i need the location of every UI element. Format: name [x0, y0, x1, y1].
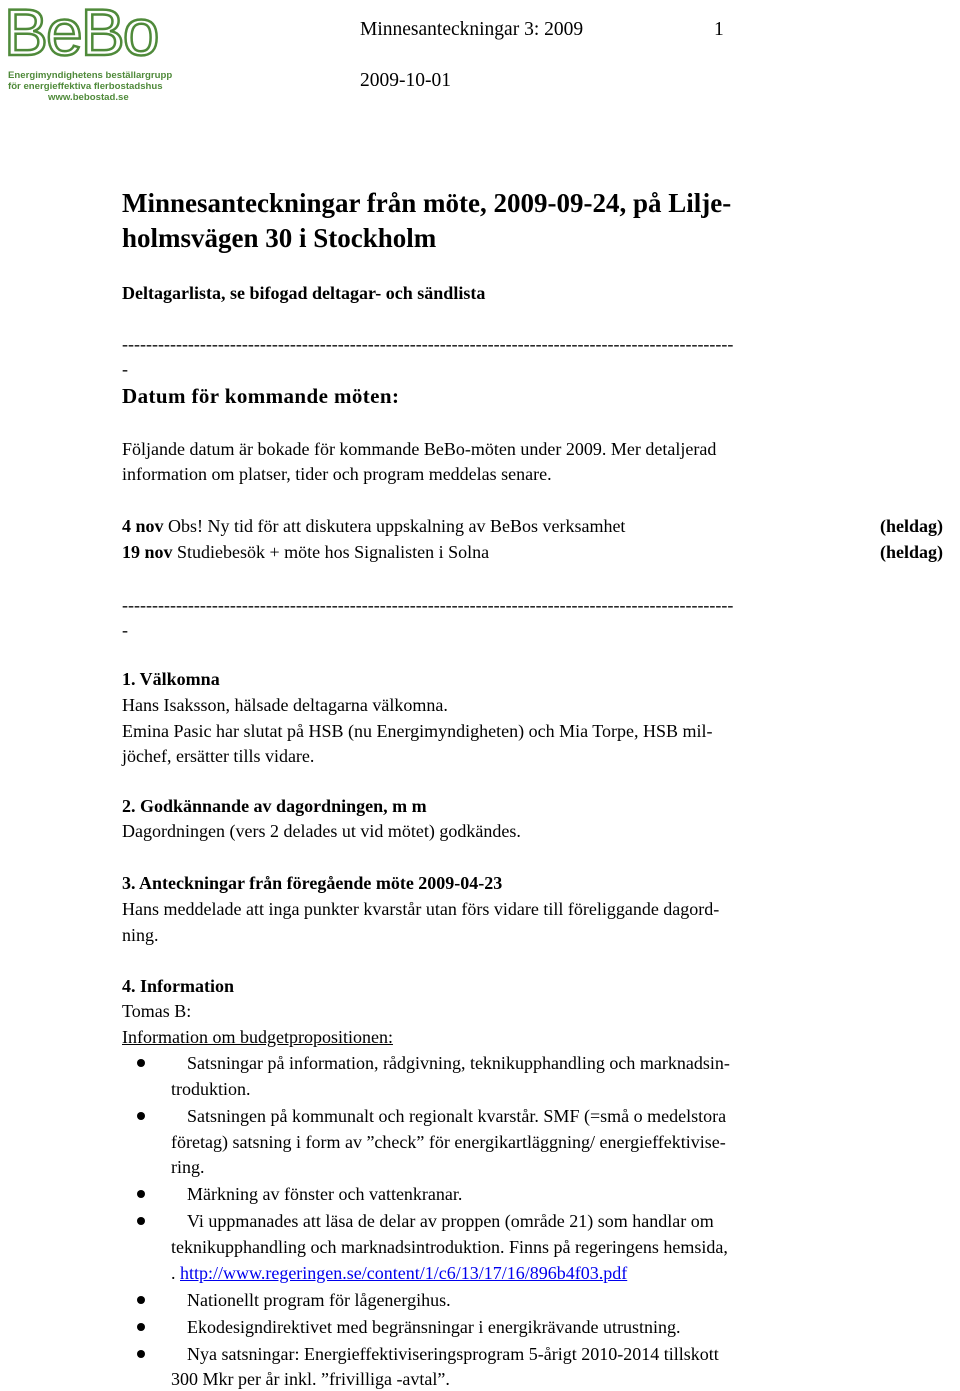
- logo-tagline-1: Energimyndighetens beställargrupp: [8, 70, 173, 81]
- bullet-text: Vi uppmanades att läsa de delar av proppen (område 21) som handlar om: [187, 1211, 714, 1231]
- page-number: 1: [714, 19, 724, 40]
- meetings-intro-2: information om platser, tider och program meddelas senare.: [122, 464, 552, 484]
- section-1-text: Hans Isaksson, hälsade deltagarna välkomna.: [122, 695, 448, 715]
- section-4-heading: 4. Information: [122, 976, 234, 996]
- section-3-text: Hans meddelade att inga punkter kvarstår utan förs vidare till föreliggande dagord-: [122, 899, 720, 919]
- bullet-icon: [137, 1059, 145, 1067]
- section-1-heading: 1. Välkomna: [122, 669, 220, 689]
- header-title: Minnesanteckningar 3: 2009: [360, 19, 584, 40]
- header-date: 2009-10-01: [360, 70, 451, 91]
- separator-line: ------------------------------------------------------------------------------------------------------: [122, 595, 734, 615]
- regeringen-link[interactable]: http://www.regeringen.se/content/1/c6/13/17/16/896b4f03.pdf: [180, 1263, 628, 1283]
- meeting-item: [122, 541, 489, 563]
- logo-tagline-2: för energieffektiva flerbostadshus: [8, 81, 163, 92]
- bullet-text: Märkning av fönster och vattenkranar.: [187, 1184, 463, 1204]
- meeting-date: 4 nov: [122, 516, 164, 536]
- bullet-icon: [137, 1350, 145, 1358]
- section-1-text: Emina Pasic har slutat på HSB (nu Energimyndigheten) och Mia Torpe, HSB mil-: [122, 721, 713, 741]
- bullet-text: ring.: [171, 1157, 205, 1177]
- bullet-text: Nya satsningar: Energieffektiviseringsprogram 5-årigt 2010-2014 tillskott: [187, 1344, 719, 1364]
- bullet-text: Satsningar på information, rådgivning, teknikupphandling och marknadsin-: [187, 1053, 730, 1073]
- separator-tail: -: [122, 620, 128, 640]
- bullet-text-prefix: .: [171, 1263, 180, 1283]
- bullet-text: Satsningen på kommunalt och regionalt kvarstår. SMF (=små o medelstora: [187, 1106, 727, 1126]
- bullet-text: troduktion.: [171, 1079, 251, 1099]
- participants-note: Deltagarlista, se bifogad deltagar- och sändlista: [122, 283, 486, 303]
- section-1-text: jöchef, ersätter tills vidare.: [122, 746, 315, 766]
- bullet-icon: [137, 1323, 145, 1331]
- separator-line: ------------------------------------------------------------------------------------------------------: [122, 334, 734, 354]
- bullet-icon: [137, 1190, 145, 1198]
- bullet-icon: [137, 1296, 145, 1304]
- meeting-note: (heldag): [880, 542, 943, 562]
- section-4-subheading: Information om budgetpropositionen:: [122, 1027, 393, 1047]
- logo-url: www.bebostad.se: [48, 92, 129, 103]
- separator-tail: -: [122, 359, 128, 379]
- meeting-date: 19 nov: [122, 542, 173, 562]
- bullet-text: 300 Mkr per år inkl. ”frivilliga -avtal”.: [171, 1369, 450, 1389]
- meeting-note: (heldag): [880, 516, 943, 536]
- meeting-text: Studiebesök + möte hos Signalisten i Solna: [177, 542, 490, 562]
- meeting-item: [122, 515, 625, 537]
- bullet-text: företag) satsning i form av ”check” för energikartläggning/ energieffektivise-: [171, 1132, 726, 1152]
- bebo-logo: [4, 0, 173, 103]
- meetings-intro-1: Följande datum är bokade för kommande BeBo-möten under 2009. Mer detaljerad: [122, 439, 717, 459]
- bullet-icon: [137, 1112, 145, 1120]
- bullet-text: [171, 1262, 627, 1284]
- meetings-heading: Datum för kommande möten:: [122, 384, 400, 408]
- meeting-text: Obs! Ny tid för att diskutera uppskalning av BeBos verksamhet: [168, 516, 626, 536]
- section-2-heading: 2. Godkännande av dagordningen, m m: [122, 796, 427, 816]
- bullet-text: Nationellt program för lågenergihus.: [187, 1290, 451, 1310]
- doc-title-line-2: holmsvägen 30 i Stockholm: [122, 223, 437, 253]
- bullet-icon: [137, 1217, 145, 1225]
- section-3-heading: 3. Anteckningar från föregående möte 2009-04-23: [122, 873, 503, 893]
- section-3-text: ning.: [122, 925, 159, 945]
- bullet-text: Ekodesigndirektivet med begränsningar i energikrävande utrustning.: [187, 1317, 681, 1337]
- doc-title-line-1: Minnesanteckningar från möte, 2009-09-24, på Lilje-: [122, 188, 732, 218]
- bullet-text: teknikupphandling och marknadsintroduktion. Finns på regeringens hemsida,: [171, 1237, 728, 1257]
- logo-mark: BeBo: [4, 0, 158, 69]
- section-2-text: Dagordningen (vers 2 delades ut vid mötet) godkändes.: [122, 821, 521, 841]
- section-4-speaker: Tomas B:: [122, 1001, 192, 1021]
